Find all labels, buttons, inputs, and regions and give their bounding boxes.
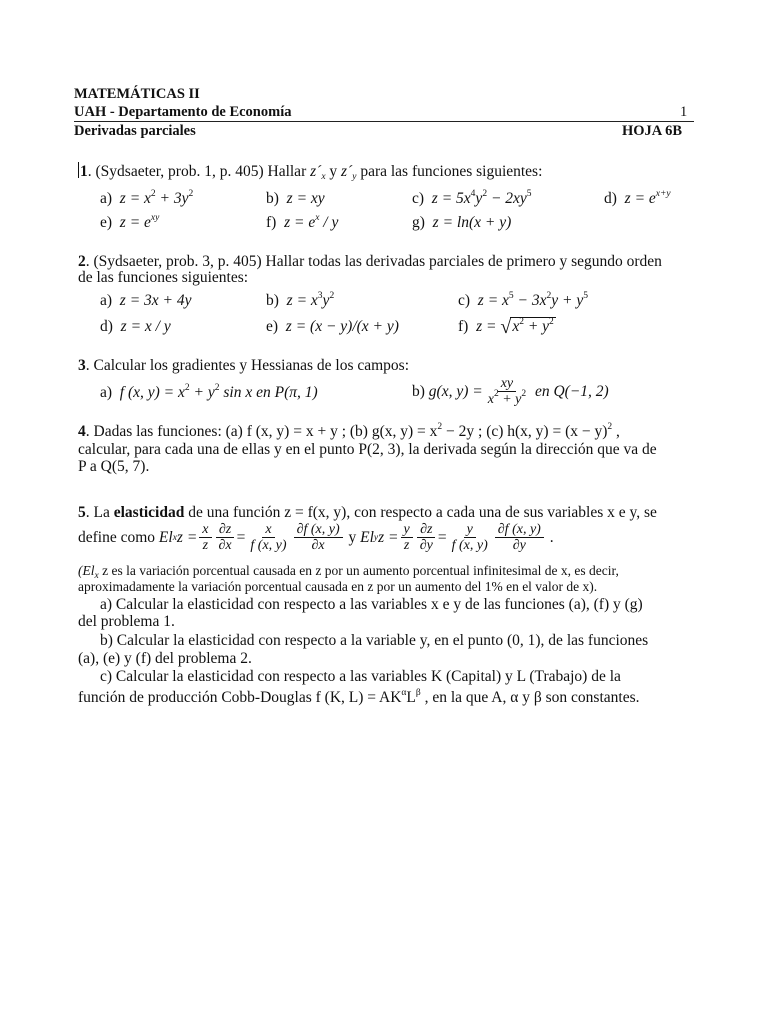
elasticity-note-line-1: ($El_x$ z es la variación porcentual causada en z por un aumento porcentual infinitesimal de x, es decir, <box>78 563 619 581</box>
sheet-label: HOJA 6B <box>622 123 683 139</box>
problem-5a-line-1: a) Calcular la elasticidad con respecto a las variables x e y de las funciones (a), (f) y (g) <box>100 596 643 613</box>
problem-2-item-c: c) $z = x^5 - 3x^2y + y^5$ <box>458 291 588 309</box>
page-number: 1 <box>680 104 688 120</box>
course-title: MATEMÁTICAS II <box>74 86 200 102</box>
problem-4-line-1: 4. Dadas las funciones: (a) f (x, y) = x + y ; (b) g(x, $y) = x^2 - 2y$ ; (c) h(x, $y) = (x - y)^2$ , <box>78 422 620 440</box>
sqrt-sign: √ <box>500 316 512 338</box>
g-fraction: $\frac{xy}{x^2 + y^2}$ <box>487 376 527 407</box>
problem-2-statement-line-2: de las funciones siguientes: <box>78 269 249 286</box>
problem-2-item-d: d) z = x / y <box>100 318 171 335</box>
problem-4-line-2: calcular, para cada una de ellas y en el punto P(2, 3), la derivada según la dirección que va de <box>78 441 657 458</box>
problem-5b-line-2: (a), (e) y (f) del problema 2. <box>78 650 252 667</box>
problem-5-line-1: 5. La elasticidad de una función z = f(x, y), con respecto a cada una de sus variables x e y, se <box>78 504 657 521</box>
problem-3-item-a: a) f (x, $y) = x^2 + y^2$ sin x en P(π, 1) <box>100 383 318 401</box>
elasticity-definition: define como El x z = $\frac{x}{z}$ $\frac{\partial z}{\partial x}$ = $\frac{x}{f (x, y)}$ $\frac{\partial f (x, y)}{\partial x}$ y El y z = $\frac{y}{z}$ $\frac{\partial z}{\partial y}$ = $\frac{y}{f (x, y)}$ $\frac{\partial f (x, y)}{\partial y}$ . <box>78 522 554 553</box>
problem-1-item-e: e) $z = e^{xy}$ <box>100 213 160 231</box>
problem-1-item-b: b) z = xy <box>266 190 325 207</box>
problem-1-item-f: f) $z = e^x / y$ <box>266 213 339 231</box>
topic: Derivadas parciales <box>74 123 196 139</box>
problem-1-item-g: g) z = ln(x + y) <box>412 214 512 231</box>
text-cursor <box>78 162 79 178</box>
problem-1-item-d: d) $z = e^{x+y}$ <box>604 189 671 207</box>
problem-2-item-b: b) $z = x^3y^2$ <box>266 291 335 309</box>
problem-3-item-b: b) g(x, y) = $\frac{xy}{x^2 + y^2}$ en Q(−1, 2) <box>412 376 609 407</box>
problem-4-line-3: P a Q(5, 7). <box>78 458 150 475</box>
problem-2-item-f: f) $z = √x^2 + y^2$ <box>458 316 554 338</box>
department: UAH - Departamento de Economía <box>74 104 292 120</box>
problem-5a-line-2: del problema 1. <box>78 613 175 630</box>
problem-3-statement: 3. Calcular los gradientes y Hessianas de los campos: <box>78 357 410 374</box>
problem-5c-line-1: c) Calcular la elasticidad con respecto a las variables K (Capital) y L (Trabajo) de la <box>100 668 621 685</box>
problem-1-item-a: a) $z = x^2 + 3y^2$ <box>100 189 194 207</box>
header-rule <box>74 121 694 122</box>
problem-2-item-a: a) z = 3x + 4y <box>100 292 192 309</box>
problem-1-statement: 1. (Sydsaeter, prob. 1, p. 405) Hallar $z´_x$ y $z´_y$ para las funciones siguientes: <box>80 163 543 182</box>
problem-5c-line-2: función de producción Cobb-Douglas f (K, $L) = AK^\alpha L^\beta$ , en la que A, α y β son constantes. <box>78 688 640 706</box>
problem-2-item-e: e) z = (x − y)/(x + y) <box>266 318 399 335</box>
problem-5b-line-1: b) Calcular la elasticidad con respecto a la variable y, en el punto (0, 1), de las funciones <box>100 632 649 649</box>
problem-2-statement-line-1: 2. (Sydsaeter, prob. 3, p. 405) Hallar todas las derivadas parciales de primero y segundo orden <box>78 253 662 270</box>
problem-1-item-c: c) $z = 5x^4y^2 - 2xy^5$ <box>412 189 532 207</box>
elasticity-note-line-2: aproximadamente la variación porcentual causada en z por un aumento del 1% en el valor de x). <box>78 579 598 594</box>
